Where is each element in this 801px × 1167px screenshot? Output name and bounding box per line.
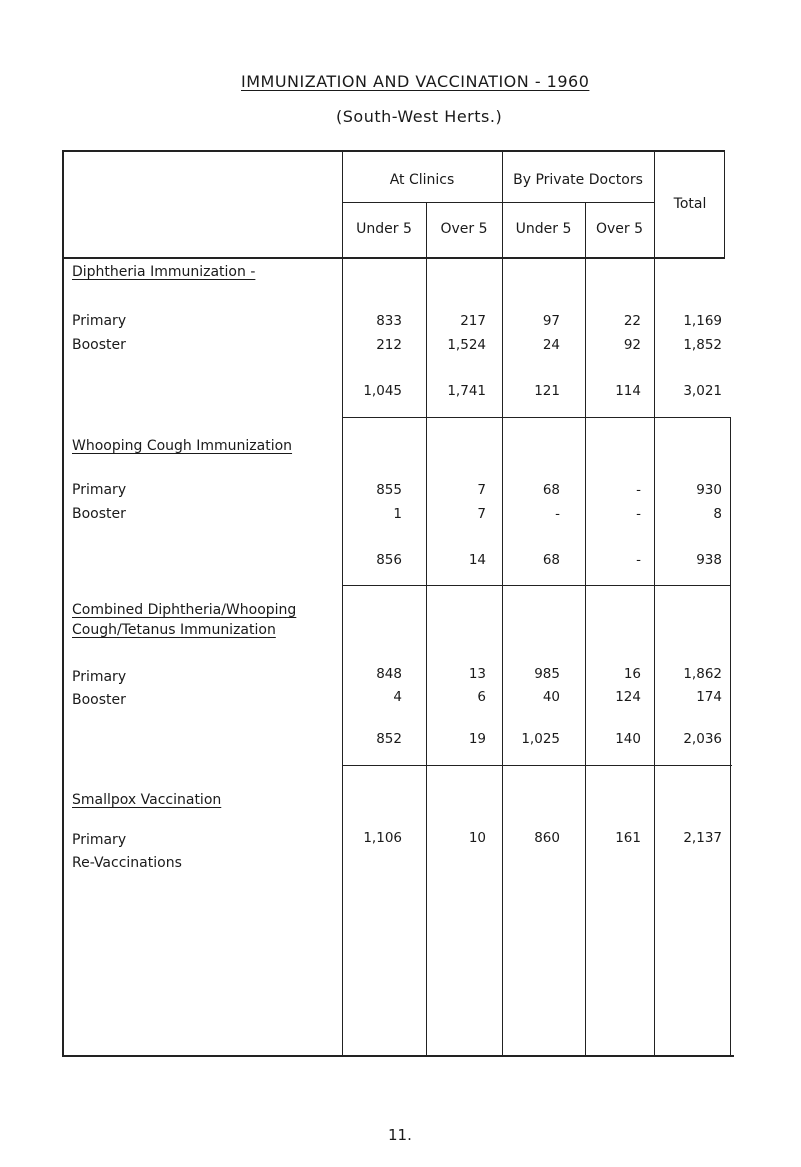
page-title: IMMUNIZATION AND VACCINATION - 1960 bbox=[241, 72, 590, 91]
table-cell: 68 bbox=[542, 482, 560, 498]
section-divider-2 bbox=[342, 585, 730, 586]
table-cell: - bbox=[636, 482, 641, 498]
total-cell: 19 bbox=[468, 731, 486, 747]
table-cell: 13 bbox=[468, 666, 486, 682]
row-label: Primary bbox=[72, 669, 127, 685]
table-cell: 24 bbox=[542, 337, 560, 353]
row-label: Booster bbox=[72, 692, 126, 708]
total-cell: 68 bbox=[542, 552, 560, 568]
column-divider-1 bbox=[426, 202, 427, 1057]
table-cell: 985 bbox=[534, 666, 560, 682]
table-cell: 7 bbox=[477, 506, 486, 522]
row-label: Primary bbox=[72, 313, 127, 329]
table-cell: 848 bbox=[376, 666, 402, 682]
table-cell: 930 bbox=[696, 482, 722, 498]
table-cell: 2,137 bbox=[683, 830, 722, 846]
page-subtitle: (South-West Herts.) bbox=[336, 107, 503, 126]
table-cell: 8 bbox=[713, 506, 722, 522]
total-cell: 114 bbox=[615, 383, 641, 399]
page-number: 11. bbox=[388, 1126, 412, 1144]
total-cell: 938 bbox=[696, 552, 722, 568]
row-label: Primary bbox=[72, 482, 127, 498]
header-clinics-over5: Over 5 bbox=[440, 221, 488, 237]
table-cell: 10 bbox=[468, 830, 486, 846]
total-cell: 140 bbox=[615, 731, 641, 747]
table-cell: 16 bbox=[623, 666, 641, 682]
row-label: Re-Vaccinations bbox=[72, 855, 186, 871]
section-heading-line2: Cough/Tetanus Immunization bbox=[72, 622, 276, 638]
table-cell: 1,169 bbox=[683, 313, 722, 329]
column-divider-4 bbox=[654, 150, 655, 1057]
table-cell: 161 bbox=[615, 830, 641, 846]
table-cell: 124 bbox=[615, 689, 641, 705]
row-label: Primary bbox=[72, 832, 127, 848]
table-right-border-bottom bbox=[730, 417, 731, 1057]
table-cell: 92 bbox=[623, 337, 641, 353]
table-bottom-border bbox=[62, 1055, 734, 1057]
table-cell: - bbox=[636, 506, 641, 522]
section-heading: Whooping Cough Immunization bbox=[72, 438, 293, 454]
table-cell: 22 bbox=[623, 313, 641, 329]
header-private-over5: Over 5 bbox=[595, 221, 644, 237]
table-cell: 40 bbox=[542, 689, 560, 705]
header-total: Total bbox=[673, 196, 707, 212]
total-cell: 852 bbox=[376, 731, 402, 747]
section-heading: Combined Diphtheria/Whooping bbox=[72, 602, 297, 618]
total-cell: 1,025 bbox=[521, 731, 560, 747]
table-cell: 855 bbox=[376, 482, 402, 498]
section-heading: Smallpox Vaccination bbox=[72, 792, 222, 808]
table-cell: - bbox=[555, 506, 560, 522]
total-cell: 3,021 bbox=[683, 383, 722, 399]
header-private-under5: Under 5 bbox=[515, 221, 572, 237]
total-cell: 14 bbox=[468, 552, 486, 568]
header-clinics-under5: Under 5 bbox=[356, 221, 412, 237]
total-cell: - bbox=[636, 552, 641, 568]
table-top-border bbox=[62, 150, 724, 152]
total-cell: 1,741 bbox=[447, 383, 486, 399]
header-at-clinics: At Clinics bbox=[389, 172, 455, 188]
table-cell: 4 bbox=[393, 689, 402, 705]
table-cell: 1,862 bbox=[683, 666, 722, 682]
total-cell: 856 bbox=[376, 552, 402, 568]
section-divider-3 bbox=[342, 765, 732, 766]
table-cell: 1,852 bbox=[683, 337, 722, 353]
table-cell: 1,106 bbox=[363, 830, 402, 846]
header-divider bbox=[342, 202, 654, 203]
header-bottom-border bbox=[62, 257, 724, 259]
table-cell: 860 bbox=[534, 830, 560, 846]
table-cell: 833 bbox=[376, 313, 402, 329]
table-cell: 6 bbox=[477, 689, 486, 705]
header-private-doctors: By Private Doctors bbox=[513, 172, 643, 188]
column-divider-2 bbox=[502, 150, 503, 1057]
table-cell: 97 bbox=[542, 313, 560, 329]
section-divider-1 bbox=[342, 417, 730, 418]
table-cell: 212 bbox=[376, 337, 402, 353]
total-cell: 121 bbox=[534, 383, 560, 399]
total-cell: 1,045 bbox=[363, 383, 402, 399]
column-divider-label bbox=[342, 150, 343, 1057]
table-cell: 217 bbox=[460, 313, 486, 329]
total-cell: 2,036 bbox=[683, 731, 722, 747]
table-cell: 7 bbox=[477, 482, 486, 498]
column-divider-3 bbox=[585, 202, 586, 1057]
table-cell: 174 bbox=[696, 689, 722, 705]
row-label: Booster bbox=[72, 506, 126, 522]
table-cell: 1,524 bbox=[447, 337, 486, 353]
table-left-border bbox=[62, 150, 64, 1057]
row-label: Booster bbox=[72, 337, 126, 353]
table-cell: 1 bbox=[393, 506, 402, 522]
section-heading: Diphtheria Immunization - bbox=[72, 264, 256, 280]
